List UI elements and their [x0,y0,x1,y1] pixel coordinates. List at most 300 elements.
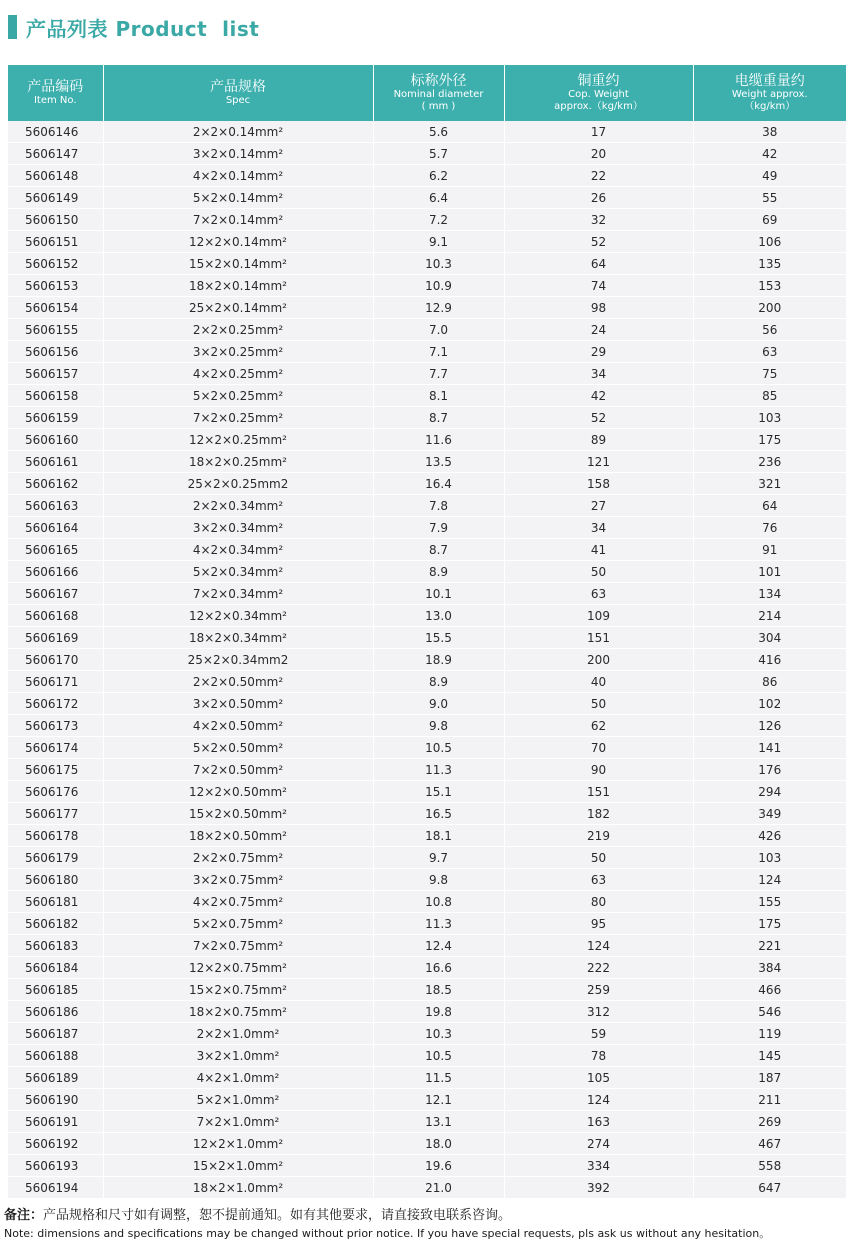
cell-diameter: 12.4 [373,935,504,957]
cell-spec: 18×2×0.34mm² [103,627,373,649]
cell-cable-weight: 349 [693,803,846,825]
cell-item-no: 5606177 [8,803,103,825]
table-row [8,1067,846,1089]
cell-diameter: 11.3 [373,913,504,935]
table-row [8,407,846,429]
cell-diameter: 5.6 [373,121,504,143]
cell-cable-weight: 101 [693,561,846,583]
cell-cable-weight: 175 [693,913,846,935]
cell-spec: 25×2×0.25mm2 [103,473,373,495]
cell-copper-weight: 59 [504,1023,693,1045]
cell-item-no: 5606191 [8,1111,103,1133]
header-en-unit: approx.（kg/km） [554,101,643,112]
header-en-unit: ( mm ) [421,101,456,112]
cell-item-no: 5606166 [8,561,103,583]
table-row [8,451,846,473]
header-en: Cop. Weight [568,89,629,100]
cell-copper-weight: 34 [504,363,693,385]
cell-diameter: 9.0 [373,693,504,715]
cell-item-no: 5606179 [8,847,103,869]
cell-copper-weight: 64 [504,253,693,275]
cell-spec: 5×2×1.0mm² [103,1089,373,1111]
cell-diameter: 8.1 [373,385,504,407]
cell-diameter: 11.3 [373,759,504,781]
cell-diameter: 7.0 [373,319,504,341]
cell-item-no: 5606176 [8,781,103,803]
cell-cable-weight: 102 [693,693,846,715]
cell-cable-weight: 134 [693,583,846,605]
cell-item-no: 5606186 [8,1001,103,1023]
cell-diameter: 10.3 [373,1023,504,1045]
cell-copper-weight: 50 [504,693,693,715]
cell-diameter: 8.7 [373,539,504,561]
table-row [8,253,846,275]
cell-copper-weight: 80 [504,891,693,913]
cell-cable-weight: 145 [693,1045,846,1067]
cell-spec: 3×2×0.75mm² [103,869,373,891]
cell-diameter: 8.9 [373,561,504,583]
cell-spec: 18×2×0.50mm² [103,825,373,847]
cell-diameter: 13.1 [373,1111,504,1133]
cell-cable-weight: 416 [693,649,846,671]
cell-copper-weight: 200 [504,649,693,671]
cell-cable-weight: 85 [693,385,846,407]
cell-copper-weight: 17 [504,121,693,143]
cell-item-no: 5606173 [8,715,103,737]
cell-diameter: 10.9 [373,275,504,297]
table-row [8,385,846,407]
cell-spec: 12×2×0.75mm² [103,957,373,979]
cell-diameter: 19.6 [373,1155,504,1177]
header-item-no [8,65,103,121]
cell-copper-weight: 63 [504,583,693,605]
cell-cable-weight: 466 [693,979,846,1001]
cell-spec: 15×2×0.14mm² [103,253,373,275]
cell-diameter: 10.5 [373,1045,504,1067]
cell-diameter: 11.5 [373,1067,504,1089]
cell-copper-weight: 151 [504,627,693,649]
cell-item-no: 5606151 [8,231,103,253]
cell-diameter: 7.7 [373,363,504,385]
cell-copper-weight: 95 [504,913,693,935]
cell-cable-weight: 647 [693,1177,846,1199]
cell-item-no: 5606185 [8,979,103,1001]
cell-item-no: 5606171 [8,671,103,693]
table-row [8,737,846,759]
cell-spec: 5×2×0.34mm² [103,561,373,583]
cell-item-no: 5606163 [8,495,103,517]
cell-item-no: 5606184 [8,957,103,979]
cell-diameter: 7.1 [373,341,504,363]
cell-spec: 3×2×0.34mm² [103,517,373,539]
cell-spec: 3×2×0.14mm² [103,143,373,165]
cell-spec: 7×2×0.25mm² [103,407,373,429]
cell-cable-weight: 304 [693,627,846,649]
cell-item-no: 5606155 [8,319,103,341]
cell-item-no: 5606149 [8,187,103,209]
cell-diameter: 7.2 [373,209,504,231]
table-row [8,649,846,671]
cell-cable-weight: 76 [693,517,846,539]
cell-copper-weight: 32 [504,209,693,231]
cell-cable-weight: 141 [693,737,846,759]
cell-copper-weight: 124 [504,1089,693,1111]
cell-spec: 3×2×0.25mm² [103,341,373,363]
cell-copper-weight: 70 [504,737,693,759]
table-row [8,539,846,561]
cell-cable-weight: 63 [693,341,846,363]
cell-copper-weight: 334 [504,1155,693,1177]
table-row [8,429,846,451]
table-row [8,781,846,803]
cell-diameter: 10.1 [373,583,504,605]
cell-spec: 15×2×0.50mm² [103,803,373,825]
cell-cable-weight: 211 [693,1089,846,1111]
cell-diameter: 9.8 [373,715,504,737]
table-row [8,1155,846,1177]
table-row [8,341,846,363]
cell-cable-weight: 221 [693,935,846,957]
cell-diameter: 10.8 [373,891,504,913]
cell-cable-weight: 69 [693,209,846,231]
header-copper-weight [504,65,693,121]
cell-cable-weight: 135 [693,253,846,275]
cell-diameter: 15.1 [373,781,504,803]
cell-spec: 25×2×0.34mm2 [103,649,373,671]
cell-diameter: 18.0 [373,1133,504,1155]
cell-copper-weight: 20 [504,143,693,165]
cell-copper-weight: 158 [504,473,693,495]
table-row [8,1001,846,1023]
cell-item-no: 5606146 [8,121,103,143]
cell-diameter: 12.9 [373,297,504,319]
cell-diameter: 18.1 [373,825,504,847]
cell-spec: 4×2×0.34mm² [103,539,373,561]
cell-spec: 7×2×0.14mm² [103,209,373,231]
note-en: Note: dimensions and specifications may be changed without prior notice. If you have special requests, pls ask us without any hesitation。 [4,1227,771,1240]
cell-spec: 4×2×0.25mm² [103,363,373,385]
table-row [8,979,846,1001]
cell-copper-weight: 109 [504,605,693,627]
cell-copper-weight: 182 [504,803,693,825]
cell-copper-weight: 312 [504,1001,693,1023]
header-cn: 电缆重量约 [734,73,805,89]
cell-item-no: 5606154 [8,297,103,319]
cell-copper-weight: 163 [504,1111,693,1133]
cell-spec: 12×2×0.50mm² [103,781,373,803]
header-nominal-diameter [373,65,504,121]
cell-item-no: 5606162 [8,473,103,495]
cell-spec: 4×2×0.75mm² [103,891,373,913]
cell-cable-weight: 426 [693,825,846,847]
cell-cable-weight: 103 [693,847,846,869]
cell-copper-weight: 90 [504,759,693,781]
header-en: Spec [225,95,251,106]
cell-copper-weight: 274 [504,1133,693,1155]
cell-spec: 12×2×0.14mm² [103,231,373,253]
cell-item-no: 5606169 [8,627,103,649]
cell-diameter: 7.8 [373,495,504,517]
table-row [8,671,846,693]
cell-diameter: 21.0 [373,1177,504,1199]
cell-cable-weight: 214 [693,605,846,627]
cell-item-no: 5606158 [8,385,103,407]
cell-diameter: 18.5 [373,979,504,1001]
header-en: Weight approx. [731,89,808,100]
cell-item-no: 5606182 [8,913,103,935]
cell-cable-weight: 38 [693,121,846,143]
table-header-row [8,65,846,121]
header-cable-weight [693,65,846,121]
cell-cable-weight: 294 [693,781,846,803]
cell-cable-weight: 155 [693,891,846,913]
cell-cable-weight: 42 [693,143,846,165]
cell-spec: 2×2×0.34mm² [103,495,373,517]
cell-diameter: 19.8 [373,1001,504,1023]
cell-copper-weight: 24 [504,319,693,341]
cell-copper-weight: 74 [504,275,693,297]
cell-cable-weight: 124 [693,869,846,891]
cell-copper-weight: 27 [504,495,693,517]
cell-diameter: 16.6 [373,957,504,979]
table-row [8,1177,846,1199]
cell-copper-weight: 50 [504,561,693,583]
cell-cable-weight: 175 [693,429,846,451]
table-row [8,605,846,627]
cell-cable-weight: 200 [693,297,846,319]
cell-spec: 5×2×0.14mm² [103,187,373,209]
cell-spec: 18×2×0.14mm² [103,275,373,297]
cell-spec: 3×2×0.50mm² [103,693,373,715]
table-row [8,1133,846,1155]
cell-spec: 5×2×0.75mm² [103,913,373,935]
cell-item-no: 5606164 [8,517,103,539]
cell-cable-weight: 269 [693,1111,846,1133]
cell-copper-weight: 105 [504,1067,693,1089]
cell-spec: 2×2×0.14mm² [103,121,373,143]
table-row [8,803,846,825]
table-row [8,869,846,891]
product-table [8,65,846,1199]
cell-copper-weight: 222 [504,957,693,979]
header-spec [103,65,373,121]
page-title [8,14,259,40]
cell-cable-weight: 106 [693,231,846,253]
cell-diameter: 16.5 [373,803,504,825]
cell-copper-weight: 34 [504,517,693,539]
cell-diameter: 13.5 [373,451,504,473]
cell-cable-weight: 49 [693,165,846,187]
table-row [8,517,846,539]
cell-copper-weight: 22 [504,165,693,187]
cell-item-no: 5606181 [8,891,103,913]
table-row [8,1023,846,1045]
table-row [8,561,846,583]
cell-diameter: 8.7 [373,407,504,429]
cell-spec: 4×2×0.50mm² [103,715,373,737]
header-cn: 产品规格 [210,79,266,95]
cell-copper-weight: 52 [504,231,693,253]
cell-item-no: 5606167 [8,583,103,605]
table-row [8,715,846,737]
cell-spec: 3×2×1.0mm² [103,1045,373,1067]
cell-spec: 18×2×0.25mm² [103,451,373,473]
header-cn: 产品编码 [27,79,84,95]
table-row [8,913,846,935]
cell-spec: 2×2×0.75mm² [103,847,373,869]
table-row [8,231,846,253]
table-row [8,693,846,715]
note-cn [4,1208,846,1224]
cell-copper-weight: 29 [504,341,693,363]
table-row [8,121,846,143]
cell-cable-weight: 119 [693,1023,846,1045]
cell-diameter: 15.5 [373,627,504,649]
cell-item-no: 5606147 [8,143,103,165]
table-row [8,627,846,649]
cell-item-no: 5606194 [8,1177,103,1199]
cell-spec: 18×2×0.75mm² [103,1001,373,1023]
cell-diameter: 10.3 [373,253,504,275]
cell-diameter: 7.9 [373,517,504,539]
title-accent-bar [8,15,17,39]
note-label: 备注： [4,1208,44,1223]
cell-diameter: 13.0 [373,605,504,627]
cell-spec: 12×2×0.34mm² [103,605,373,627]
cell-spec: 4×2×0.14mm² [103,165,373,187]
cell-diameter: 6.2 [373,165,504,187]
cell-spec: 12×2×1.0mm² [103,1133,373,1155]
table-row [8,363,846,385]
header-cn: 标称外径 [410,73,467,89]
cell-diameter: 9.8 [373,869,504,891]
table-row [8,957,846,979]
cell-copper-weight: 124 [504,935,693,957]
cell-item-no: 5606180 [8,869,103,891]
table-row [8,1089,846,1111]
cell-cable-weight: 187 [693,1067,846,1089]
table-row [8,935,846,957]
cell-item-no: 5606170 [8,649,103,671]
cell-item-no: 5606192 [8,1133,103,1155]
table-row [8,319,846,341]
cell-item-no: 5606188 [8,1045,103,1067]
cell-item-no: 5606148 [8,165,103,187]
cell-item-no: 5606168 [8,605,103,627]
cell-cable-weight: 55 [693,187,846,209]
table-body [8,121,846,1199]
cell-copper-weight: 219 [504,825,693,847]
cell-cable-weight: 236 [693,451,846,473]
header-en: Nominal diameter [393,89,484,100]
cell-copper-weight: 98 [504,297,693,319]
cell-item-no: 5606157 [8,363,103,385]
cell-spec: 2×2×1.0mm² [103,1023,373,1045]
cell-spec: 7×2×0.34mm² [103,583,373,605]
table-row [8,209,846,231]
cell-cable-weight: 64 [693,495,846,517]
cell-cable-weight: 321 [693,473,846,495]
cell-copper-weight: 63 [504,869,693,891]
cell-item-no: 5606193 [8,1155,103,1177]
cell-copper-weight: 62 [504,715,693,737]
cell-spec: 7×2×0.50mm² [103,759,373,781]
cell-cable-weight: 126 [693,715,846,737]
cell-diameter: 12.1 [373,1089,504,1111]
table-row [8,825,846,847]
cell-cable-weight: 103 [693,407,846,429]
cell-diameter: 9.1 [373,231,504,253]
title-text: 产品列表 Product list [26,16,260,41]
cell-copper-weight: 40 [504,671,693,693]
cell-diameter: 9.7 [373,847,504,869]
cell-cable-weight: 467 [693,1133,846,1155]
cell-item-no: 5606159 [8,407,103,429]
cell-cable-weight: 91 [693,539,846,561]
cell-spec: 5×2×0.25mm² [103,385,373,407]
cell-cable-weight: 558 [693,1155,846,1177]
cell-item-no: 5606174 [8,737,103,759]
table-row [8,1111,846,1133]
cell-copper-weight: 42 [504,385,693,407]
cell-diameter: 16.4 [373,473,504,495]
note-cn-text: 产品规格和尺寸如有调整，恕不提前通知。如有其他要求，请直接致电联系咨询。 [43,1208,512,1223]
cell-spec: 2×2×0.50mm² [103,671,373,693]
table-row [8,583,846,605]
table-row [8,297,846,319]
cell-copper-weight: 89 [504,429,693,451]
header-en-unit: （kg/km） [744,101,796,112]
cell-diameter: 8.9 [373,671,504,693]
cell-spec: 7×2×1.0mm² [103,1111,373,1133]
cell-cable-weight: 153 [693,275,846,297]
cell-cable-weight: 86 [693,671,846,693]
cell-cable-weight: 546 [693,1001,846,1023]
cell-cable-weight: 176 [693,759,846,781]
cell-spec: 15×2×1.0mm² [103,1155,373,1177]
cell-item-no: 5606161 [8,451,103,473]
cell-item-no: 5606152 [8,253,103,275]
table-row [8,759,846,781]
cell-copper-weight: 392 [504,1177,693,1199]
table-row [8,143,846,165]
cell-item-no: 5606183 [8,935,103,957]
cell-cable-weight: 56 [693,319,846,341]
cell-spec: 5×2×0.50mm² [103,737,373,759]
cell-copper-weight: 151 [504,781,693,803]
cell-diameter: 11.6 [373,429,504,451]
cell-spec: 18×2×1.0mm² [103,1177,373,1199]
cell-copper-weight: 41 [504,539,693,561]
cell-copper-weight: 78 [504,1045,693,1067]
cell-cable-weight: 384 [693,957,846,979]
cell-spec: 7×2×0.75mm² [103,935,373,957]
table-row [8,847,846,869]
cell-copper-weight: 50 [504,847,693,869]
table-row [8,165,846,187]
table-row [8,275,846,297]
cell-item-no: 5606165 [8,539,103,561]
table-row [8,473,846,495]
cell-item-no: 5606153 [8,275,103,297]
table-row [8,187,846,209]
cell-spec: 15×2×0.75mm² [103,979,373,1001]
cell-item-no: 5606172 [8,693,103,715]
cell-item-no: 5606178 [8,825,103,847]
table-row [8,495,846,517]
cell-diameter: 10.5 [373,737,504,759]
cell-diameter: 5.7 [373,143,504,165]
